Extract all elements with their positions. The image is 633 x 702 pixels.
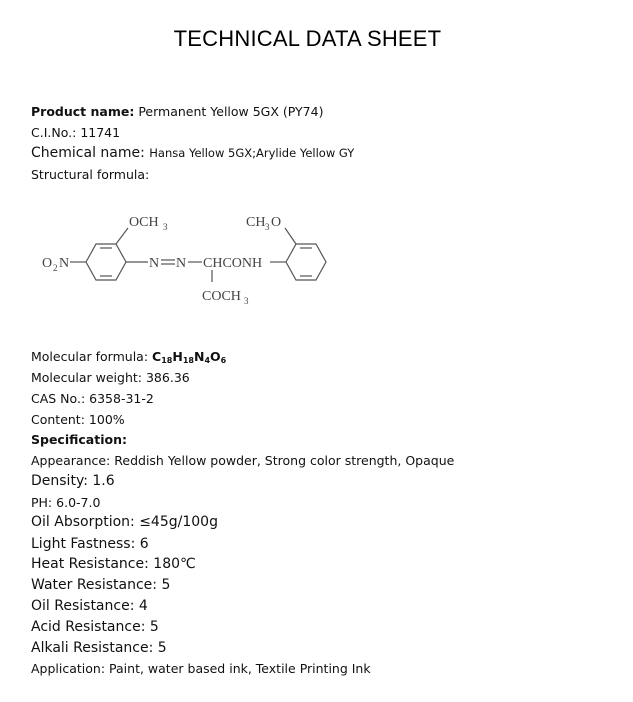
ci-no-label: C.I.No.: [31, 125, 77, 140]
structural-formula-diagram [30, 200, 340, 315]
acid-resistance-label: Acid Resistance: [31, 619, 146, 635]
methoxy-right-ch: CH [246, 215, 266, 230]
ph-label: PH: [31, 495, 53, 510]
nitro-n: N [59, 256, 70, 271]
ci-no-value: 11741 [80, 125, 121, 140]
content-row [31, 412, 125, 427]
product-name-label: Product name: [31, 104, 135, 119]
oil-resistance-label: Oil Resistance: [31, 598, 135, 614]
density-row [31, 473, 115, 489]
product-name-row [31, 104, 323, 119]
chconh-group: CHCONH [203, 256, 263, 271]
density-value: 1.6 [92, 473, 115, 489]
alkali-resistance-value: 5 [157, 640, 167, 656]
cas-no-value: 6358-31-2 [89, 391, 154, 406]
heat-resistance-row [31, 556, 196, 572]
ci-no-row [31, 125, 120, 140]
molecular-weight-value: 386.36 [145, 370, 190, 385]
light-fastness-label: Light Fastness: [31, 536, 136, 552]
methoxy-left: OCH [129, 215, 159, 230]
acid-resistance-value: 5 [149, 619, 159, 635]
cas-no-row [31, 391, 154, 406]
content-value: 100% [88, 412, 125, 427]
nitro-o-sub: 2 [53, 263, 58, 273]
application-value: Paint, water based ink, Textile Printing Ink [109, 661, 371, 676]
nitro-o: O [42, 256, 53, 271]
acetyl-sub: 3 [244, 296, 249, 306]
light-fastness-row [31, 536, 149, 552]
molecular-formula-value: $C_{18}H_{18}N_4O_6$ [152, 349, 227, 365]
application-label: Application: [31, 661, 106, 676]
bond-methoxy-left [116, 228, 128, 244]
oil-absorption-label: Oil Absorption: [31, 514, 135, 530]
density-label: Density: [31, 473, 88, 489]
page-title: TECHNICAL DATA SHEET [173, 26, 442, 51]
water-resistance-value: 5 [161, 577, 171, 593]
acetyl-group: COCH [202, 289, 241, 304]
chemical-name-row [31, 145, 354, 161]
alkali-resistance-label: Alkali Resistance: [31, 640, 154, 656]
content-label: Content: [31, 412, 85, 427]
product-name-value: Permanent Yellow 5GX (PY74) [138, 104, 324, 119]
specification-heading: Specification: [31, 432, 127, 447]
right-benzene-ring [286, 244, 326, 280]
structural-formula-label: Structural formula: [31, 167, 150, 182]
ph-row [31, 495, 100, 510]
application-row [31, 661, 371, 676]
light-fastness-value: 6 [139, 536, 149, 552]
acid-resistance-row [31, 619, 159, 635]
molecular-weight-label: Molecular weight: [31, 370, 142, 385]
alkali-resistance-row [31, 640, 167, 656]
oil-absorption-value: ≤45g/100g [139, 514, 218, 530]
appearance-value: Reddish Yellow powder, Strong color strength, Opaque [114, 453, 455, 468]
heat-resistance-value: 180℃ [153, 556, 196, 572]
left-benzene-ring [86, 244, 126, 280]
azo-n1: N [149, 256, 160, 271]
ph-value: 6.0-7.0 [56, 495, 101, 510]
appearance-label: Appearance: [31, 453, 111, 468]
molecular-formula-row [31, 349, 226, 365]
oil-resistance-value: 4 [138, 598, 148, 614]
bond-methoxy-right [285, 228, 296, 244]
oil-resistance-row [31, 598, 148, 614]
molecular-weight-row [31, 370, 190, 385]
water-resistance-label: Water Resistance: [31, 577, 157, 593]
cas-no-label: CAS No.: [31, 391, 86, 406]
heat-resistance-label: Heat Resistance: [31, 556, 149, 572]
appearance-row [31, 453, 454, 468]
molecular-formula-label: Molecular formula: [31, 349, 149, 364]
chemical-name-value: Hansa Yellow 5GX;Arylide Yellow GY [149, 146, 355, 160]
methoxy-left-sub: 3 [163, 222, 168, 232]
chemical-name-label: Chemical name: [31, 145, 145, 161]
azo-n2: N [176, 256, 187, 271]
oil-absorption-row [31, 514, 218, 530]
water-resistance-row [31, 577, 170, 593]
methoxy-right-o: O [271, 215, 282, 230]
methoxy-right-sub: 3 [265, 222, 270, 232]
